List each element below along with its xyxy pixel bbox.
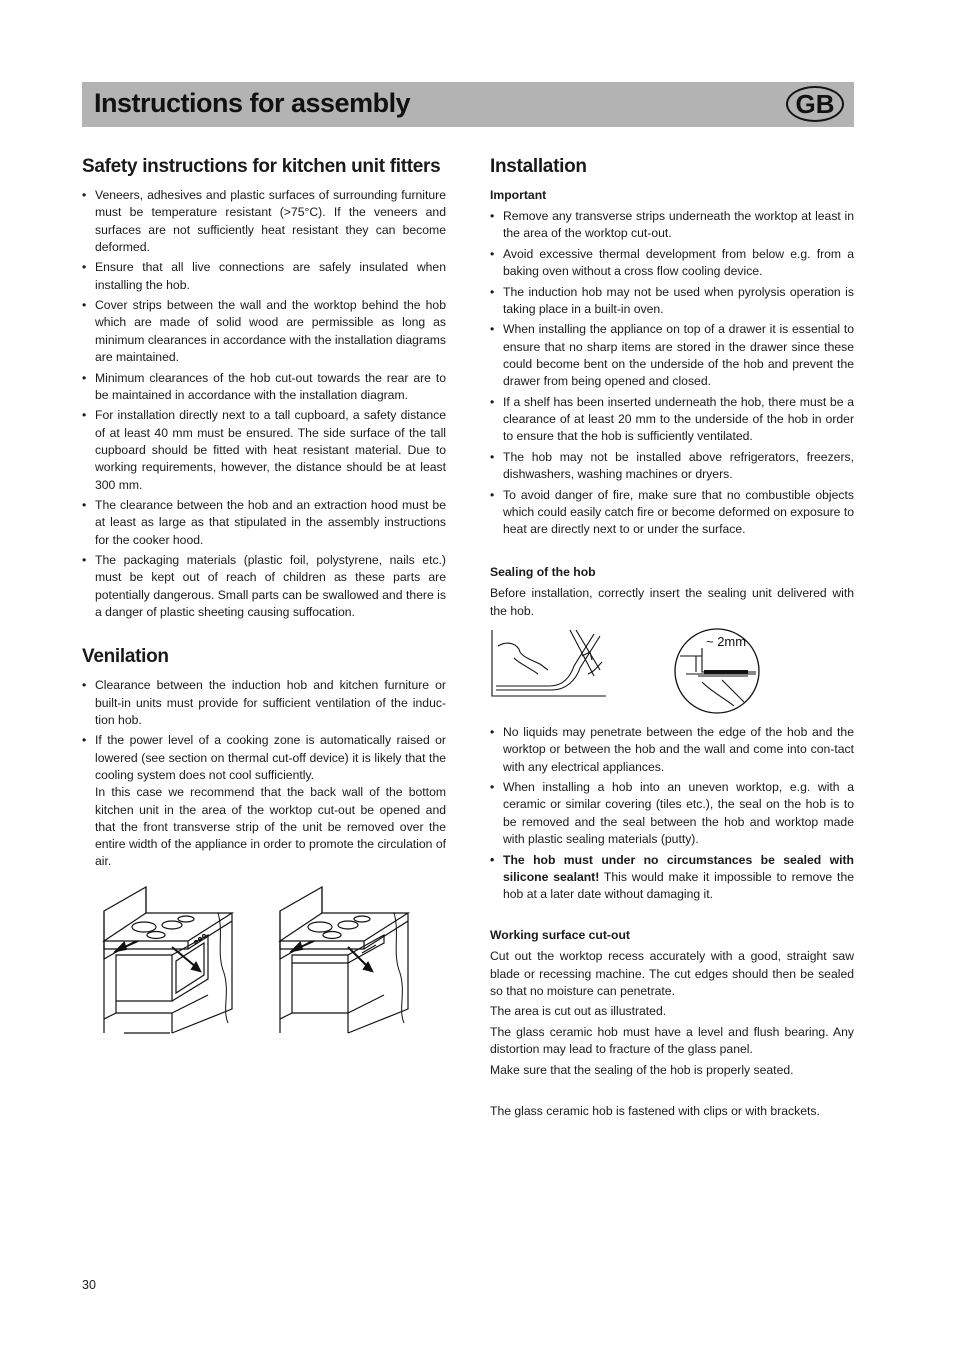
list-item: • If a shelf has been inserted underneath the hob, there must be a clearance of at least 20 mm to the underside of the hob in order to ensure that the hob is sufficiently ventilated. [490, 394, 854, 446]
left-column [82, 155, 446, 1043]
installation-list [490, 208, 854, 538]
list-item: • The induction hob may not be used when pyrolysis operation is taking place in a built-in oven. [490, 284, 854, 319]
gap-label: ~ 2mm [706, 634, 747, 650]
safety-list [82, 187, 446, 621]
cutout-paragraph: Cut out the worktop recess accurately with a good, straight saw blade or recessing machine. The cut edges should then be sealed so that no moisture can penetrate. [490, 949, 854, 998]
seal-gap-illustration [672, 626, 762, 716]
cutout-paragraph: Make sure that the sealing of the hob is properly seated. [490, 1062, 794, 1077]
sealing-list [490, 724, 854, 903]
right-column [490, 155, 854, 1124]
important-label: Important [490, 188, 547, 202]
list-item: • For installation directly next to a tall cupboard, a safety distance of at least 40 mm must be ensured. The side surface of the tall cupboard should be fitted with heat resistant material. Due to working requirements, however, the distance should be at least 300 mm. [82, 407, 446, 493]
sealing-heading: Sealing of the hob [490, 565, 596, 580]
warning-rest: This would make it impossible to remove the hob at a later date without damaging it. [503, 869, 854, 902]
cutout-paragraph: The area is cut out as illustrated. [490, 1004, 667, 1019]
list-item: • The hob may not be installed above refrigerators, freezers, dishwashers, washing machines or dryers. [490, 449, 854, 484]
list-item-text: • If the power level of a cooking zone is automatically raised or lowered (see section on thermal cut-off device) it is likely that the cooling system does not cool sufficiently. [95, 733, 446, 782]
list-item: • Remove any transverse strips underneath the worktop at least in the area of the worktop cut-out. [490, 208, 854, 243]
safety-heading: Safety instructions for kitchen unit fitters [82, 156, 441, 177]
list-item: • Cover strips between the wall and the worktop behind the hob which are made of solid wood are permissible as long as minimum clearances in accordance with the installation diagrams are maintained. [82, 297, 446, 366]
ventilation-list [82, 677, 446, 870]
sealing-illustrations [490, 626, 854, 716]
fastening-note: The glass ceramic hob is fastened with clips or with brackets. [490, 1104, 820, 1119]
oven-unit-illustration [100, 883, 240, 1043]
ventilation-illustrations [100, 883, 446, 1043]
list-item: • Minimum clearances of the hob cut-out towards the rear are to be maintained in accordance with the installation diagram. [82, 370, 446, 405]
installation-heading: Installation [490, 156, 587, 177]
list-item: • Clearance between the induction hob and kitchen furniture or built-in units must provide for sufficient ventilation of the induc-tion hob. [82, 677, 446, 729]
page-number: 30 [82, 1278, 96, 1292]
list-item: • To avoid danger of fire, make sure that no combustible objects which could easily catch fire or become deformed on exposure to heat are directly next to or under the surface. [490, 487, 854, 539]
list-item: • The packaging materials (plastic foil, polystyrene, nails etc.) must be kept out of reach of children as these parts are potentially dangerous. Small parts can be swallowed and there is a danger of plastic sheeting causing suffocation. [82, 552, 446, 621]
header-bar [82, 82, 854, 127]
list-item: • Veneers, adhesives and plastic surfaces of surrounding furniture must be temperature resistant (>75°C). If the veneers and surfaces are not sufficiently heat resistant they can become deformed. [82, 187, 446, 256]
list-item: • When installing the appliance on top of a drawer it is essential to ensure that no sharp items are stored in the drawer since these could become bent on the underside of the hob and prevent the drawer from being opened and closed. [490, 321, 854, 390]
list-item: • Avoid excessive thermal development from below e.g. from a baking oven without a cross flow cooling device. [490, 246, 854, 281]
list-item: • No liquids may penetrate between the edge of the hob and the worktop or between the hob and the wall and come into con-tact with any electrical appliances. [490, 724, 854, 776]
list-item [82, 732, 446, 870]
page-title: Instructions for assembly [94, 88, 411, 118]
cutout-paragraph: The glass ceramic hob must have a level and flush bearing. Any distortion may lead to fracture of the glass panel. [490, 1024, 854, 1057]
language-badge: GB [786, 86, 844, 122]
seal-insertion-illustration [490, 626, 610, 706]
warning-bold: The hob must under no circumstances be sealed with silicone sealant! [503, 852, 854, 884]
ventilation-heading: Venilation [82, 646, 169, 668]
drawer-unit-illustration [276, 883, 416, 1043]
list-item: • When installing a hob into an uneven worktop, e.g. with a ceramic or similar covering (tiles etc.), the seal on the hob is to be removed and the seal between the hob and worktop made with plastic sealing materials (putty). [490, 779, 854, 848]
list-item-continuation: In this case we recommend that the back wall of the bottom kitchen unit in the area of the worktop cut-out be opened and that the front transverse strip of the unit be removed over the entire width of the appliance in order to promote the circulation of air. [95, 785, 446, 869]
cutout-heading: Working surface cut-out [490, 928, 630, 943]
warning-item [490, 852, 854, 904]
list-item: • The clearance between the hob and an extraction hood must be at least as large as that stipulated in the assembly instructions for the cooker hood. [82, 497, 446, 549]
sealing-intro: Before installation, correctly insert the sealing unit delivered with the hob. [490, 586, 854, 618]
list-item: • Ensure that all live connections are safely insulated when installing the hob. [82, 259, 446, 294]
